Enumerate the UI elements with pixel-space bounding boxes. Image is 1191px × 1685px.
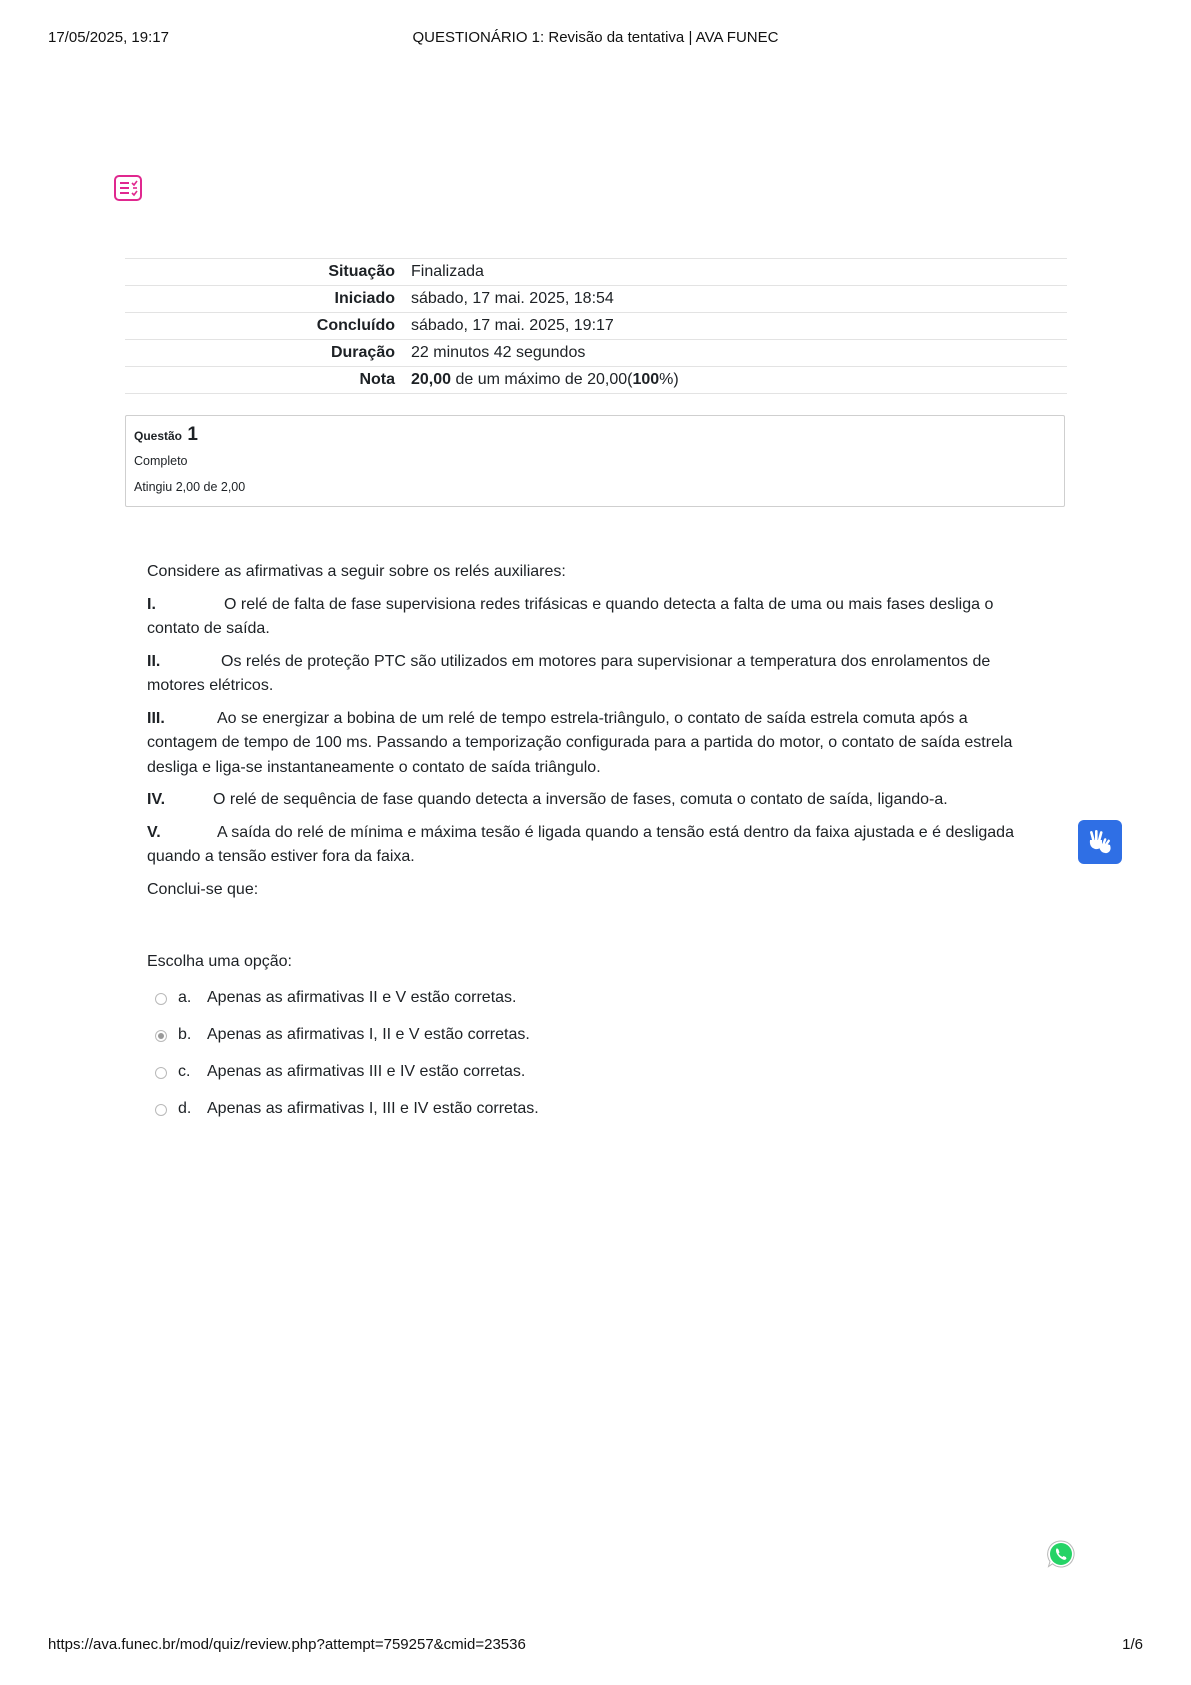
radio-button[interactable]: [155, 993, 167, 1005]
print-footer: [48, 1636, 1143, 1656]
summary-row-grade: [125, 367, 1067, 394]
question-number-value: 1: [187, 424, 198, 445]
summary-label: Duração: [125, 340, 403, 367]
radio-button[interactable]: [155, 1067, 167, 1079]
print-datetime: 17/05/2025, 19:17: [48, 29, 169, 46]
summary-grade-value: [403, 367, 1067, 394]
statement: [147, 650, 1037, 699]
statement-text: Os relés de proteção PTC são utilizados em motores para supervisionar a temperatura dos enrolamentos de motores elétricos.: [147, 652, 991, 694]
statement: [147, 707, 1037, 781]
quiz-icon: [114, 175, 142, 201]
option-text: Apenas as afirmativas III e IV estão corretas.: [207, 1063, 526, 1080]
summary-value: sábado, 17 mai. 2025, 19:17: [403, 313, 1067, 340]
answer-option-a[interactable]: [155, 989, 955, 1026]
summary-label: Nota: [125, 367, 403, 394]
print-page-number: 1/6: [1122, 1636, 1143, 1653]
summary-row-duration: [125, 340, 1067, 367]
statement-text: O relé de falta de fase supervisiona redes trifásicas e quando detecta a falta de uma ou mais fases desliga o contato de saída.: [147, 595, 994, 637]
answer-options: [155, 989, 955, 1137]
summary-row-completed: [125, 313, 1067, 340]
question-grade: Atingiu 2,00 de 2,00: [134, 480, 246, 494]
summary-row-started: [125, 286, 1067, 313]
whatsapp-button[interactable]: [1046, 1539, 1076, 1569]
option-letter: d.: [178, 1100, 192, 1117]
statement-roman: II.: [147, 652, 161, 670]
statement: [147, 788, 1037, 813]
question-label: Questão: [134, 429, 183, 443]
answer-prompt: Escolha uma opção:: [147, 953, 292, 970]
summary-value: Finalizada: [403, 259, 1067, 286]
summary-value: 22 minutos 42 segundos: [403, 340, 1067, 367]
question-intro: Considere as afirmativas a seguir sobre os relés auxiliares:: [147, 563, 566, 580]
grade-score: 20,00: [411, 371, 452, 388]
print-url: https://ava.funec.br/mod/quiz/review.php?attempt=759257&cmid=23536: [48, 1636, 526, 1653]
question-text: [147, 560, 1037, 910]
question-conclusion: Conclui-se que:: [147, 880, 259, 898]
grade-middle: de um máximo de 20,00(: [451, 371, 633, 388]
summary-label: Concluído: [125, 313, 403, 340]
option-letter: b.: [178, 1026, 192, 1043]
statement-roman: III.: [147, 709, 165, 727]
vlibras-button[interactable]: [1078, 820, 1122, 864]
option-text: Apenas as afirmativas I, III e IV estão corretas.: [207, 1100, 539, 1117]
summary-row-situation: [125, 259, 1067, 286]
answer-option-b[interactable]: [155, 1026, 955, 1063]
question-number: [134, 424, 1056, 446]
statement-text: A saída do relé de mínima e máxima tesão é ligada quando a tensão está dentro da faixa ajustada e é desligada quando a tensão estiver fora da faixa.: [147, 823, 1014, 865]
answer-option-d[interactable]: [155, 1100, 955, 1137]
statement: [147, 593, 1037, 642]
statement-text: Ao se energizar a bobina de um relé de tempo estrela-triângulo, o contato de saída estrela comuta após a contagem de tempo de 100 ms. Passando a temporização configurada para a partida do motor, o contato de saída estrela desliga e liga-se instantaneamente o contato de saída triângulo.: [147, 709, 1013, 776]
answer-option-c[interactable]: [155, 1063, 955, 1100]
summary-label: Iniciado: [125, 286, 403, 313]
option-letter: a.: [178, 989, 192, 1006]
statement-roman: V.: [147, 823, 161, 841]
radio-button[interactable]: [155, 1104, 167, 1116]
question-info-box: [125, 415, 1065, 507]
summary-label: Situação: [125, 259, 403, 286]
statement-text: O relé de sequência de fase quando detecta a inversão de fases, comuta o contato de saída, ligando-a.: [213, 791, 948, 808]
option-text: Apenas as afirmativas I, II e V estão corretas.: [207, 1026, 530, 1043]
print-title: QUESTIONÁRIO 1: Revisão da tentativa | AVA FUNEC: [412, 29, 779, 46]
summary-value: sábado, 17 mai. 2025, 18:54: [403, 286, 1067, 313]
statement: [147, 821, 1037, 870]
whatsapp-icon: [1046, 1539, 1076, 1569]
sign-language-hands-icon: [1085, 827, 1115, 857]
radio-button-selected[interactable]: [155, 1030, 167, 1042]
statement-roman: IV.: [147, 791, 166, 808]
question-state: Completo: [134, 454, 188, 468]
option-letter: c.: [178, 1063, 191, 1080]
print-header: [48, 29, 1143, 49]
attempt-summary-table: [125, 258, 1067, 394]
grade-percent: 100: [632, 371, 660, 388]
option-text: Apenas as afirmativas II e V estão corretas.: [207, 989, 517, 1006]
grade-end: %): [659, 371, 679, 388]
statement-roman: I.: [147, 595, 156, 613]
